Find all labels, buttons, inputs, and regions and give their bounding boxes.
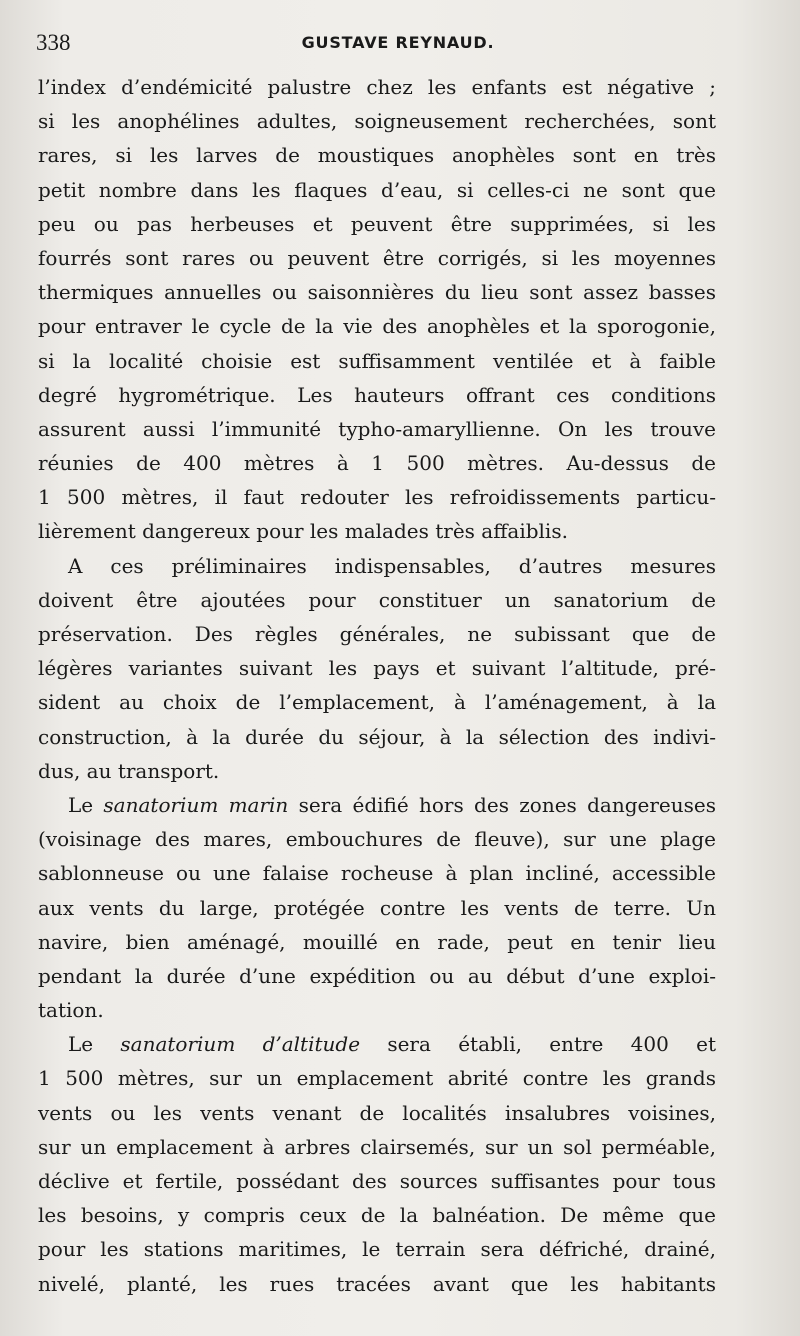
- text-line: [38, 788, 716, 822]
- text-segment: aux vents du large, protégée contre les vents de terre. Un: [38, 895, 716, 920]
- text-segment: pour entraver le cycle de la vie des anophèles et la sporogonie,: [38, 314, 716, 339]
- text-line: [38, 344, 716, 378]
- text-line: [38, 1130, 716, 1164]
- text-segment: 1 500 mètres, sur un emplacement abrité contre les grands: [38, 1066, 716, 1091]
- text-segment: A ces préliminaires indispensables, d’autres mesures: [68, 553, 716, 578]
- text-segment: 1 500 mètres, il faut redouter les refroidissements particu-: [38, 485, 716, 510]
- text-segment: les besoins, y compris ceux de la balnéation. De même que: [38, 1203, 716, 1228]
- page-header: [36, 30, 760, 60]
- text-line: [38, 617, 716, 651]
- text-segment: préservation. Des règles générales, ne subissant que de: [38, 622, 716, 646]
- text-segment: dus, au transport.: [38, 758, 220, 783]
- text-line: [38, 993, 716, 1027]
- italic-term: sanatorium d’altitude: [120, 1032, 361, 1057]
- text-line: [38, 1232, 716, 1266]
- text-line: [38, 856, 716, 890]
- text-segment: sur un emplacement à arbres clairsemés, sur un sol perméable,: [38, 1134, 716, 1159]
- body-text: [38, 70, 716, 1301]
- text-segment: thermiques annuelles ou saisonnières du lieu sont assez basses: [38, 280, 716, 305]
- text-line: [38, 70, 716, 104]
- text-line: [38, 1267, 716, 1301]
- text-line: [38, 378, 716, 412]
- text-line: [38, 1198, 716, 1232]
- text-segment: légères variantes suivant les pays et suivant l’altitude, pré-: [38, 656, 716, 681]
- text-segment: sident au choix de l’emplacement, à l’aménagement, à la: [38, 690, 716, 715]
- text-line: [38, 891, 716, 925]
- text-line: [38, 549, 716, 583]
- text-segment: sablonneuse ou une falaise rocheuse à plan incliné, accessible: [38, 861, 716, 886]
- text-line: [38, 754, 716, 788]
- text-segment: lièrement dangereux pour les malades très affaiblis.: [38, 519, 568, 544]
- text-segment: peu ou pas herbeuses et peuvent être supprimées, si les: [38, 211, 716, 236]
- text-segment: petit nombre dans les flaques d’eau, si celles-ci ne sont que: [38, 177, 716, 202]
- text-line: [38, 685, 716, 719]
- text-segment: déclive et fertile, possédant des sources suffisantes pour tous: [38, 1169, 716, 1193]
- text-line: [38, 138, 716, 172]
- text-line: [38, 275, 716, 309]
- text-line: [38, 925, 716, 959]
- text-segment: navire, bien aménagé, mouillé en rade, peut en tenir lieu: [38, 929, 716, 954]
- text-segment: fourrés sont rares ou peuvent être corrigés, si les moyennes: [38, 245, 716, 270]
- text-line: [38, 446, 716, 480]
- text-line: [38, 651, 716, 685]
- running-head: GUSTAVE REYNAUD.: [301, 33, 495, 52]
- text-line: [38, 720, 716, 754]
- text-line: [38, 1061, 716, 1095]
- text-segment: Le: [68, 792, 104, 817]
- text-line: [38, 241, 716, 275]
- text-line: [38, 412, 716, 446]
- text-segment: l’index d’endémicité palustre chez les enfants est négative ;: [38, 75, 716, 99]
- text-line: [38, 514, 716, 548]
- text-line: [38, 104, 716, 138]
- text-segment: pour les stations maritimes, le terrain sera défriché, drainé,: [38, 1237, 716, 1262]
- text-segment: assurent aussi l’immunité typho-amaryllienne. On les trouve: [38, 416, 716, 441]
- text-line: [38, 822, 716, 856]
- page-number: 338: [36, 30, 71, 55]
- text-segment: rares, si les larves de moustiques anophèles sont en très: [38, 143, 716, 168]
- text-segment: si la localité choisie est suffisamment ventilée et à faible: [38, 348, 716, 373]
- italic-term: sanatorium marin: [103, 792, 289, 817]
- text-segment: pendant la durée d’une expédition ou au début d’une exploi-: [38, 963, 716, 988]
- text-line: [38, 309, 716, 343]
- text-line: [38, 1096, 716, 1130]
- text-segment: sera édifié hors des zones dangereuses: [288, 792, 716, 817]
- text-segment: degré hygrométrique. Les hauteurs offrant ces conditions: [38, 382, 716, 407]
- text-segment: sera établi, entre 400 et: [360, 1032, 716, 1057]
- text-segment: construction, à la durée du séjour, à la sélection des indivi-: [38, 724, 716, 749]
- text-segment: (voisinage des mares, embouchures de fleuve), sur une plage: [38, 827, 716, 852]
- text-segment: Le: [68, 1032, 121, 1057]
- text-segment: vents ou les vents venant de localités insalubres voisines,: [38, 1100, 716, 1125]
- text-segment: si les anophélines adultes, soigneusement recherchées, sont: [38, 109, 716, 134]
- text-segment: doivent être ajoutées pour constituer un sanatorium de: [38, 587, 716, 612]
- text-line: [38, 583, 716, 617]
- text-line: [38, 959, 716, 993]
- text-segment: tation.: [38, 998, 104, 1023]
- text-segment: réunies de 400 mètres à 1 500 mètres. Au-dessus de: [38, 451, 716, 476]
- text-segment: nivelé, planté, les rues tracées avant que les habitants: [38, 1271, 716, 1296]
- text-line: [38, 1027, 716, 1061]
- text-line: [38, 173, 716, 207]
- text-line: [38, 480, 716, 514]
- text-line: [38, 207, 716, 241]
- text-line: [38, 1164, 716, 1198]
